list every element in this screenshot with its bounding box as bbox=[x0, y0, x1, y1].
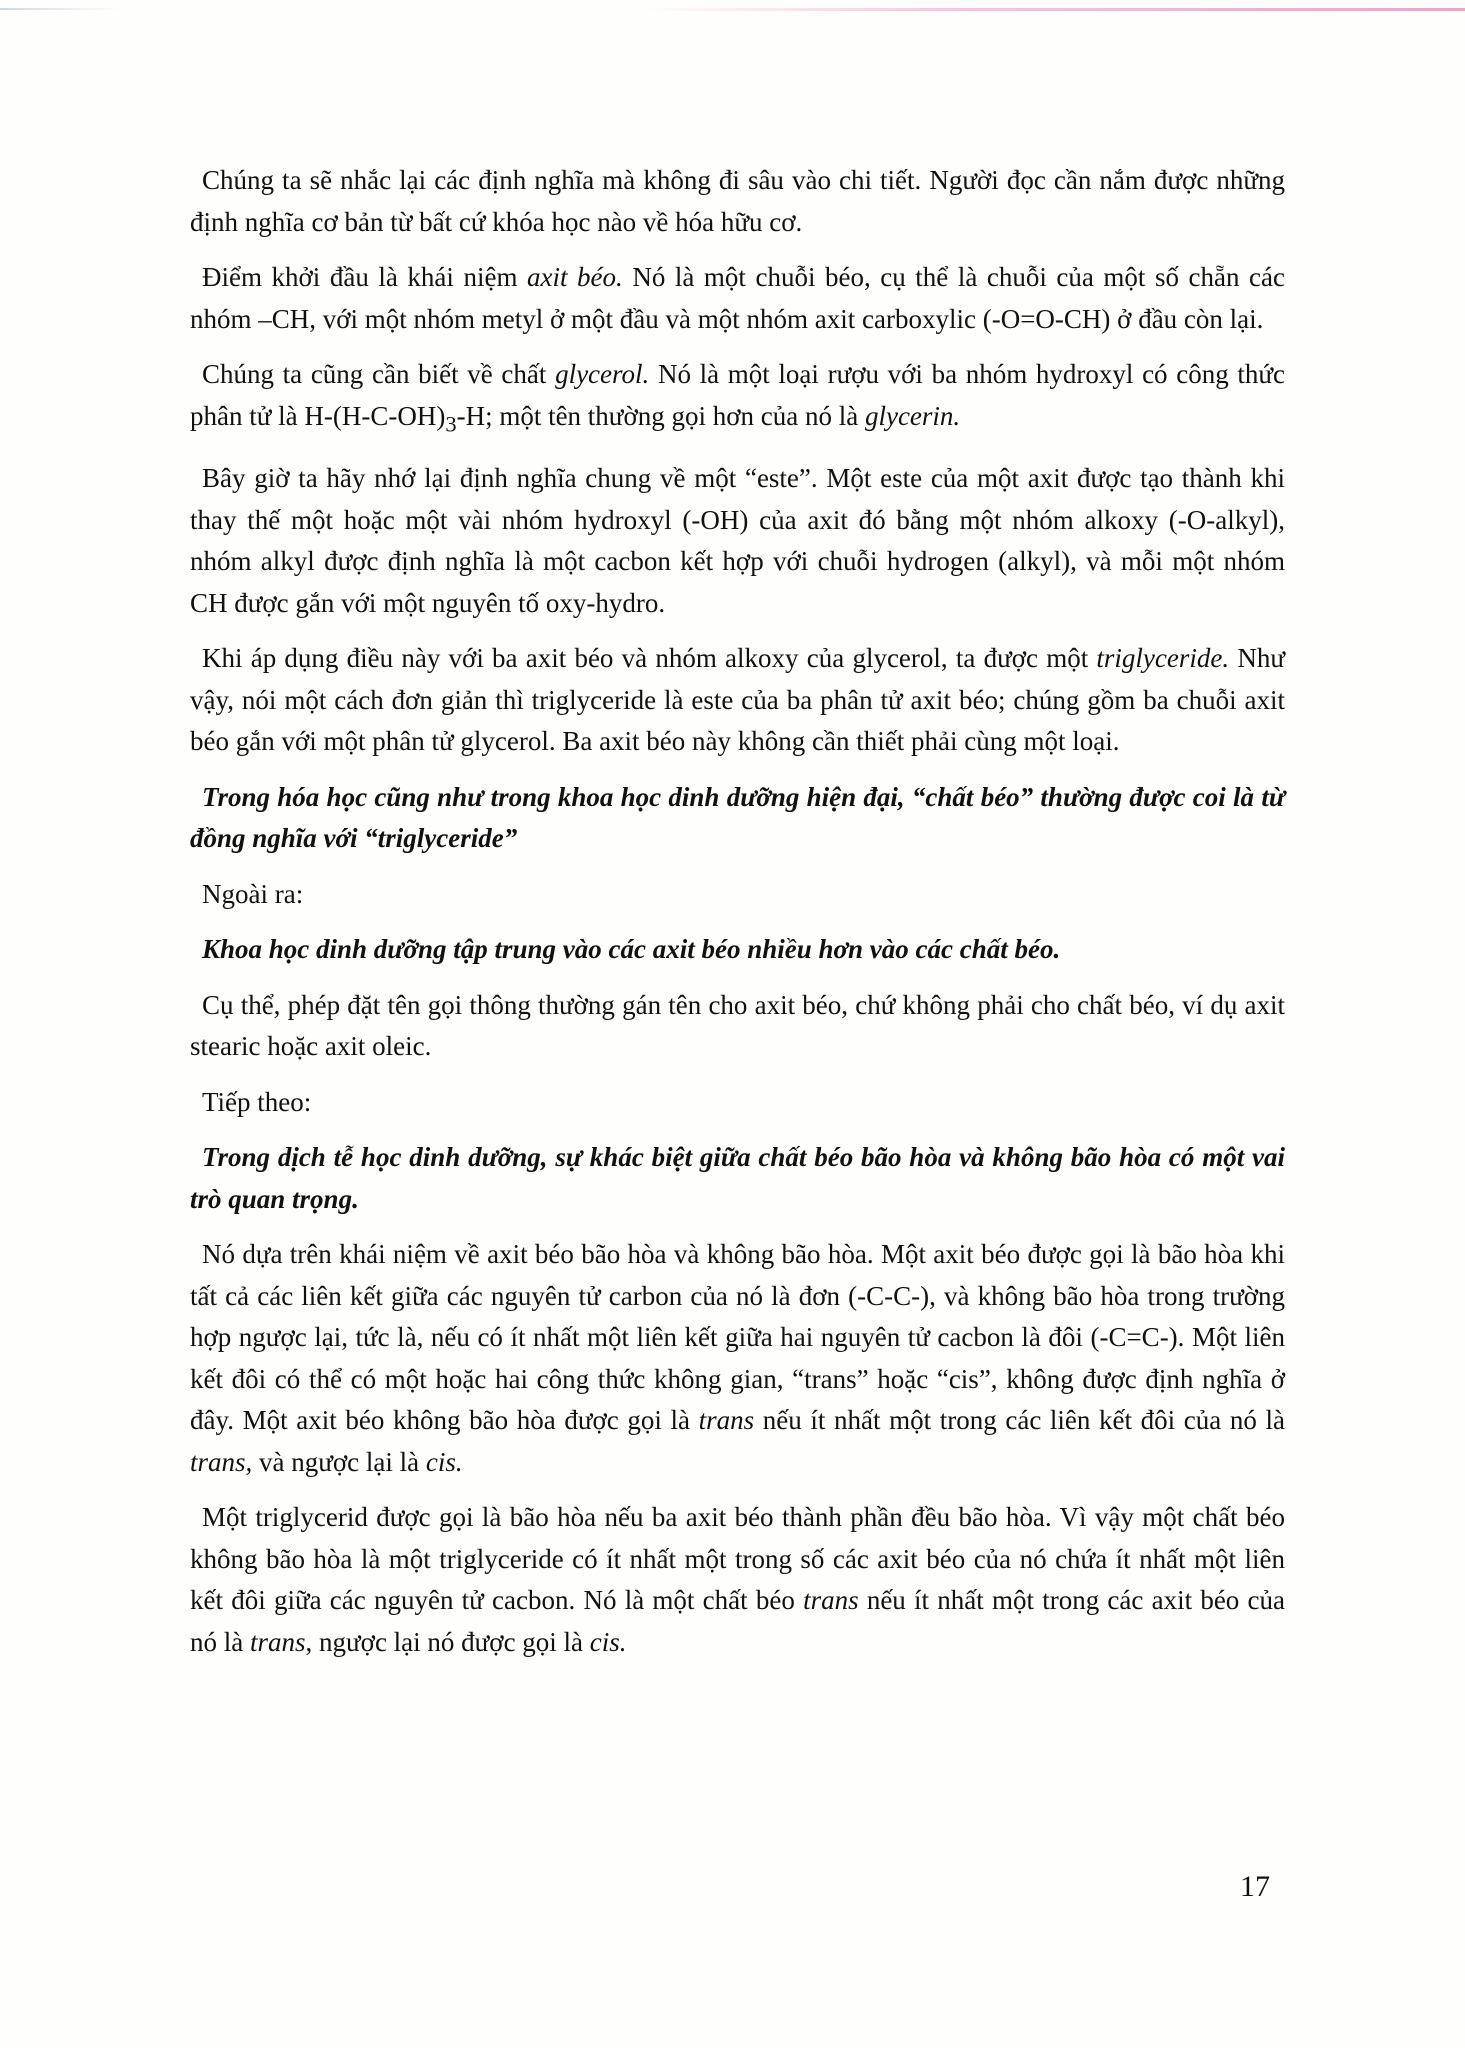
italic-term: trans, bbox=[190, 1446, 253, 1477]
italic-term: triglyceride. bbox=[1096, 643, 1230, 674]
body-text bbox=[190, 160, 1285, 1677]
paragraph bbox=[190, 1082, 1285, 1124]
text-run: Cụ thể, phép đặt tên gọi thông thường gán tên cho axit béo, chứ không phải cho chất béo, ví dụ axit stearic hoặc axit oleic. bbox=[190, 989, 1285, 1062]
page-number: 17 bbox=[1240, 1870, 1270, 1903]
text-run: Điểm khởi đầu là khái niệm bbox=[202, 262, 527, 292]
emphasis-paragraph bbox=[190, 777, 1285, 860]
text-run: , ngược lại nó được gọi là bbox=[305, 1626, 590, 1657]
paragraph bbox=[190, 257, 1285, 340]
paragraph bbox=[190, 1497, 1285, 1663]
text-run: -H; một tên thường gọi hơn của nó là bbox=[456, 400, 865, 431]
text-run: Trong hóa học cũng như trong khoa học dinh dưỡng hiện đại, “chất béo” thường được coi là từ đồng nghĩa với “triglyceride” bbox=[190, 781, 1285, 854]
text-run: Nó là một loại rượu với ba nhóm hydroxyl có công thức phân tử là H-(H-C-OH) bbox=[190, 359, 1285, 431]
text-run: Như vậy, nói một cách đơn giản thì triglyceride là este của ba phân tử axit béo; chúng gồm ba chuỗi axit béo gắn với một phân tử glycerol. Ba axit béo này không cần thiết phải cùng một loại. bbox=[190, 643, 1285, 757]
paragraph bbox=[190, 160, 1285, 243]
paragraph bbox=[190, 638, 1285, 763]
text-run: nếu ít nhất một trong các axit béo của nó là bbox=[190, 1585, 1286, 1657]
paragraph bbox=[190, 985, 1285, 1068]
text-run: Nó dựa trên khái niệm về axit béo bão hòa và không bão hòa. Một axit béo được gọi là bão hòa khi tất cả các liên kết giữa các nguyên tử carbon của nó là đơn (-C-C-), và không bão hòa trong trường hợp ngược lại, tức là, nếu có ít nhất một liên kết giữa hai nguyên tử cacbon là đôi (-C=C-). Một liên kết đôi có thể có một hoặc hai công thức không gian, “trans” hoặc “cis”, không được định nghĩa ở đây. Một axit béo không bão hòa được gọi là bbox=[190, 1239, 1285, 1436]
text-run: Khi áp dụng điều này với ba axit béo và nhóm alkoxy của glycerol, ta được một bbox=[202, 643, 1097, 674]
paragraph bbox=[190, 458, 1285, 624]
text-run: Khoa học dinh dưỡng tập trung vào các axit béo nhiều hơn vào các chất béo. bbox=[202, 934, 1061, 965]
emphasis-paragraph bbox=[190, 929, 1285, 971]
italic-term: cis. bbox=[425, 1446, 463, 1477]
italic-term: trans bbox=[698, 1405, 755, 1436]
text-run: Nó là một chuỗi béo, cụ thể là chuỗi của một số chẵn các nhóm –CH, với một nhóm metyl ở một đầu và một nhóm axit carboxylic (-O=O-CH) ở đầu còn lại. bbox=[190, 262, 1285, 334]
paragraph bbox=[190, 1234, 1285, 1483]
text-run: Ngoài ra: bbox=[202, 878, 304, 909]
italic-term: cis. bbox=[589, 1626, 627, 1657]
emphasis-paragraph bbox=[190, 1137, 1285, 1220]
italic-term: axit béo. bbox=[527, 262, 623, 292]
paragraph bbox=[190, 874, 1285, 916]
scan-edge-left bbox=[0, 8, 120, 10]
italic-term: trans bbox=[250, 1626, 306, 1657]
text-run: và ngược lại là bbox=[252, 1446, 426, 1477]
text-run: Một triglycerid được gọi là bão hòa nếu ba axit béo thành phần đều bão hòa. Vì vậy một chất béo không bão hòa là một triglyceride có ít nhất một trong số các axit béo của nó chứa ít nhất một liên kết đôi giữa các nguyên tử cacbon. Nó là một chất béo bbox=[190, 1502, 1285, 1616]
text-run: Chúng ta cũng cần biết về chất bbox=[202, 359, 556, 389]
text-run: Bây giờ ta hãy nhớ lại định nghĩa chung về một “este”. Một este của một axit được tạo thành khi thay thế một hoặc một vài nhóm hydroxyl (-OH) của axit đó bằng một nhóm alkoxy (-O-alkyl), nhóm alkyl được định nghĩa là một cacbon kết hợp với chuỗi hydrogen (alkyl), và mỗi một nhóm CH được gắn với một nguyên tố oxy-hydro. bbox=[190, 463, 1285, 618]
text-run: Tiếp theo: bbox=[202, 1086, 312, 1117]
subscript: 3 bbox=[445, 410, 457, 436]
text-run: Trong dịch tễ học dinh dưỡng, sự khác biệt giữa chất béo bão hòa và không bão hòa có một vai trò quan trọng. bbox=[190, 1142, 1285, 1214]
italic-term: glycerin. bbox=[864, 400, 961, 431]
text-run: nếu ít nhất một trong các liên kết đôi của nó là bbox=[754, 1405, 1285, 1436]
scan-edge-right bbox=[645, 8, 1465, 11]
italic-term: glycerol. bbox=[555, 359, 650, 389]
italic-term: trans bbox=[803, 1585, 859, 1616]
paragraph bbox=[190, 354, 1285, 444]
text-run: Chúng ta sẽ nhắc lại các định nghĩa mà không đi sâu vào chi tiết. Người đọc cần nắm được những định nghĩa cơ bản từ bất cứ khóa học nào về hóa hữu cơ. bbox=[190, 165, 1285, 237]
